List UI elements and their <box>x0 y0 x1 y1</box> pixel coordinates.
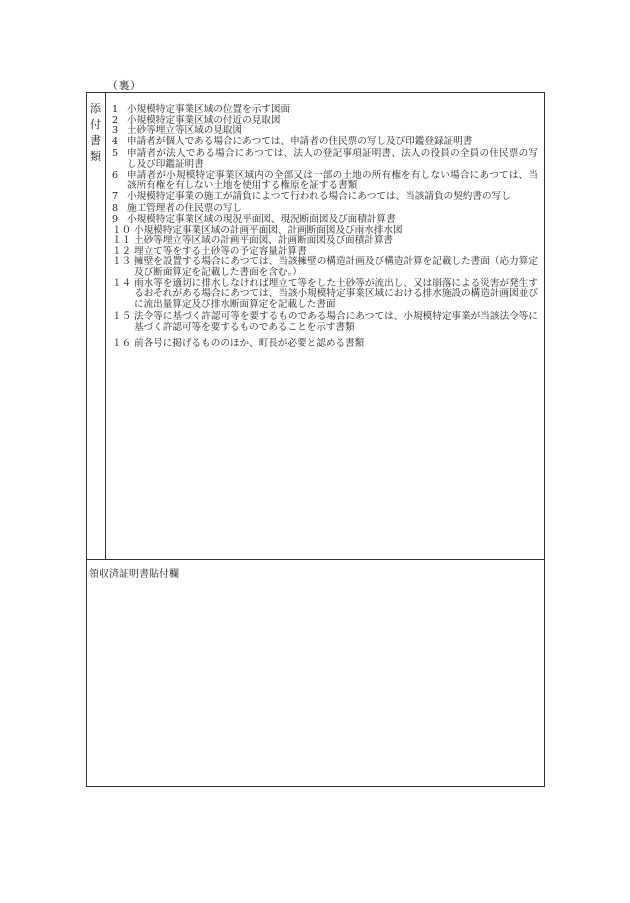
item-text: 申請者が個人である場合にあつては、申請者の住民票の写し及び印鑑登録証明書 <box>127 135 473 147</box>
side-label-char: 付 <box>90 118 101 131</box>
item-number: 2 <box>112 114 119 126</box>
item-text: 擁壁を設置する場合にあつては、当該擁壁の構造計画及び構造計算を記載した書面（応力算定及び断面算定を記載した書面を含む。） <box>134 256 538 278</box>
item-number: 8 <box>112 203 119 215</box>
item-number: 1 <box>112 104 119 115</box>
side-label-char: 添 <box>90 102 101 115</box>
item-text: 小規模特定事業区域の計画平面図、計画断面図及び雨水排水図 <box>134 224 403 236</box>
attachments-section <box>87 93 544 560</box>
list-item <box>112 137 538 148</box>
item-text: 小規模特定事業区域の付近の見取図 <box>127 114 281 126</box>
item-number: １０ <box>112 224 132 236</box>
item-number: １４ <box>112 277 132 289</box>
list-item <box>112 257 538 278</box>
item-number: １６ <box>112 338 132 350</box>
item-number: １１ <box>112 235 132 247</box>
attachment-list <box>112 105 538 350</box>
receipt-title: 領収済証明書貼付欄 <box>89 569 179 580</box>
list-item <box>112 279 538 311</box>
item-text: 施工管理者の住民票の写し <box>127 203 243 215</box>
item-text: 小規模特定事業の施工が請負によつて行われる場合にあつては、当該請負の契約書の写し <box>127 190 511 202</box>
item-number: １２ <box>112 245 132 257</box>
item-text: 土砂等埋立等区域の見取図 <box>127 125 243 137</box>
item-text: 土砂等埋立等区域の計画平面図、計画断面図及び面積計算書 <box>134 235 394 247</box>
list-item <box>112 312 538 333</box>
list-item <box>112 171 538 192</box>
item-number: １３ <box>112 256 132 268</box>
list-item <box>112 149 538 170</box>
back-side-label: （裏） <box>107 79 142 92</box>
item-text: 前各号に掲げるもののほか、町長が必要と認める書類 <box>134 338 365 350</box>
item-text: 申請者が小規模特定事業区域内の全部又は一部の土地の所有権を有しない場合にあつては、当該所有権を有しない土地を使用する権原を証する書類 <box>127 169 538 192</box>
item-text: 雨水等を適切に排水しなければ埋立て等をした土砂等が流出し、又は崩落による災害が発生するおそれがある場合にあつては、当該小規模特定事業区域における排水施設の構造計画図並びに流出量算定及び排水断面算定を記載した書面 <box>134 277 538 310</box>
receipt-section <box>87 560 544 786</box>
attachments-side-label <box>87 93 106 559</box>
side-label-char: 書 <box>90 134 101 147</box>
item-number: 4 <box>112 135 119 147</box>
item-text: 埋立て等をする土砂等の予定容量計算書 <box>134 245 307 257</box>
item-number: 7 <box>112 190 119 202</box>
list-item <box>112 339 538 350</box>
item-number: 9 <box>112 213 119 225</box>
form-sheet <box>86 92 545 787</box>
item-number: １５ <box>112 311 132 323</box>
item-number: 6 <box>112 169 119 181</box>
item-text: 小規模特定事業区域の現況平面図、現況断面図及び面積計算書 <box>127 213 396 225</box>
side-label-char: 類 <box>90 150 101 163</box>
item-number: 3 <box>112 125 119 137</box>
list-item <box>112 192 538 203</box>
item-text: 申請者が法人である場合にあつては、法人の登記事項証明書、法人の役員の全員の住民票の写し及び印鑑証明書 <box>127 148 538 170</box>
item-number: 5 <box>112 148 119 160</box>
item-text: 法令等に基づく許認可等を要するものである場合にあつては、小規模特定事業が当該法令等に基づく許認可等を要するものであることを示す書類 <box>134 311 538 333</box>
item-text: 小規模特定事業区域の位置を示す図面 <box>127 104 291 115</box>
